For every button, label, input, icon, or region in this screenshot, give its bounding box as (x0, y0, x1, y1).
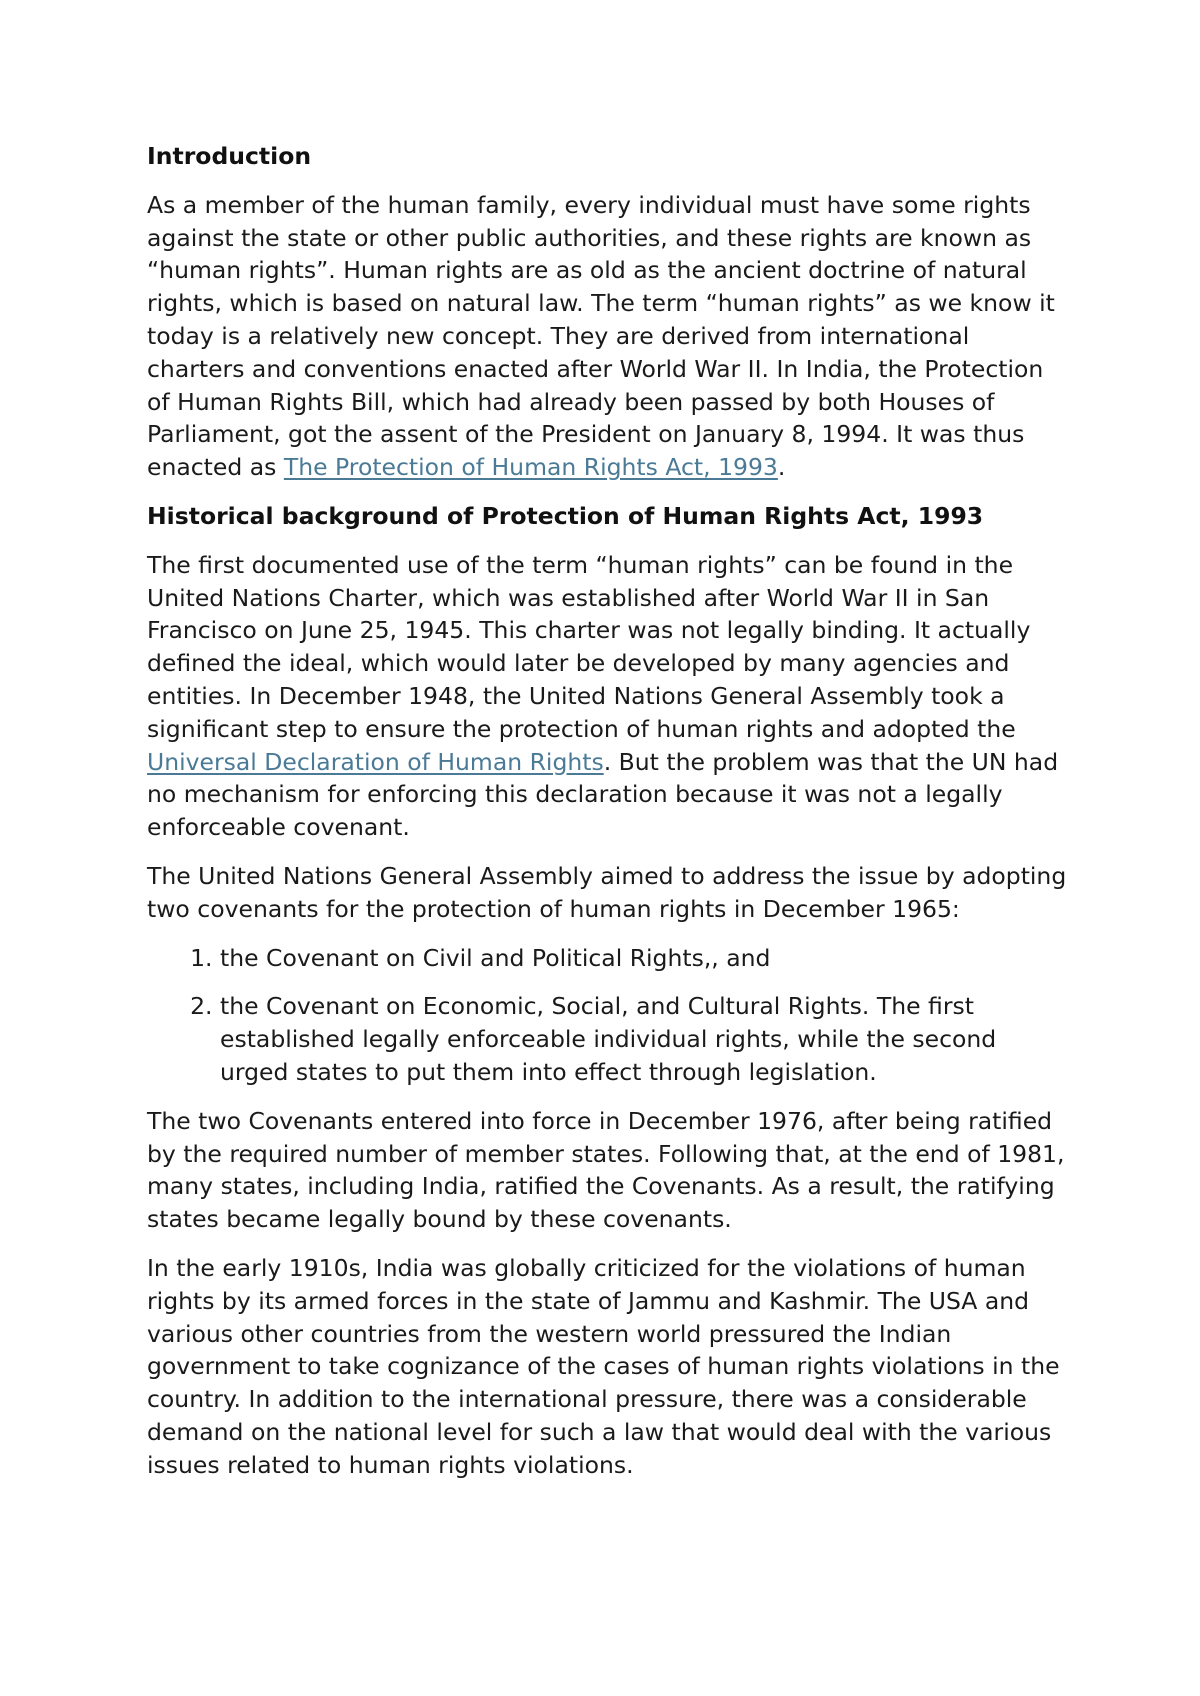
history-paragraph-2: The United Nations General Assembly aimed to address the issue by adopting two covenants for the protection of human rights in December 1965: (147, 861, 1067, 923)
intro-paragraph (147, 189, 1067, 484)
history-paragraph-1-text: The first documented use of the term “human rights” can be found in the United Nations Charter, which was established after World War II in San Francisco on June 25, 1945. This charter was not legally binding. It actually defined the ideal, which would later be developed by many agencies and entities. In December 1948, the United Nations General Assembly took a significant step to ensure the protection of human rights and adopted the (147, 550, 1031, 743)
protection-of-human-rights-act-link[interactable]: The Protection of Human Rights Act, 1993 (283, 453, 778, 482)
history-paragraph-1-end: . But the problem was that the UN had no mechanism for enforcing this declaration because it was not a legally enforceable covenant. (147, 747, 1059, 842)
intro-paragraph-text: As a member of the human family, every individual must have some rights against the state or other public authorities, and these rights are known as “human rights”. Human rights are as old as the ancient doctrine of natural rights, which is based on natural law. The term “human rights” as we know it today is a relatively new concept. They are derived from international charters and conventions enacted after World War II. In India, the Protection of Human Rights Bill, which had already been passed by both Houses of Parliament, got the assent of the President on January 8, 1994. It was thus enacted as (147, 190, 1055, 482)
list-item: 1. the Covenant on Civil and Political Rights,, and (220, 942, 1067, 975)
universal-declaration-link[interactable]: Universal Declaration of Human Rights (147, 747, 604, 776)
history-paragraph-4: In the early 1910s, India was globally criticized for the violations of human rights by its armed forces in the state of Jammu and Kashmir. The USA and various other countries from the western world pressured the Indian government to take cognizance of the cases of human rights violations in the country. In addition to the international pressure, there was a considerable demand on the national level for such a law that would deal with the various issues related to human rights violations. (147, 1253, 1060, 1479)
intro-paragraph-end: . (777, 453, 786, 482)
section-heading-historical-background: Historical background of Protection of Human Rights Act, 1993 (147, 501, 984, 530)
section-heading-introduction: Introduction (147, 142, 312, 170)
history-paragraph-1 (147, 549, 1067, 844)
list-item: 2. the Covenant on Economic, Social, and Cultural Rights. The first established legally enforceable individual rights, while the second urged states to put them into effect through legislation. (220, 990, 1067, 1088)
history-paragraph-3: The two Covenants entered into force in December 1976, after being ratified by the required number of member states. Following that, at the end of 1981, many states, including India, ratified the Covenants. As a result, the ratifying states became legally bound by these covenants. (147, 1106, 1065, 1234)
document-body (147, 140, 1067, 1497)
covenants-list (147, 942, 1067, 1089)
